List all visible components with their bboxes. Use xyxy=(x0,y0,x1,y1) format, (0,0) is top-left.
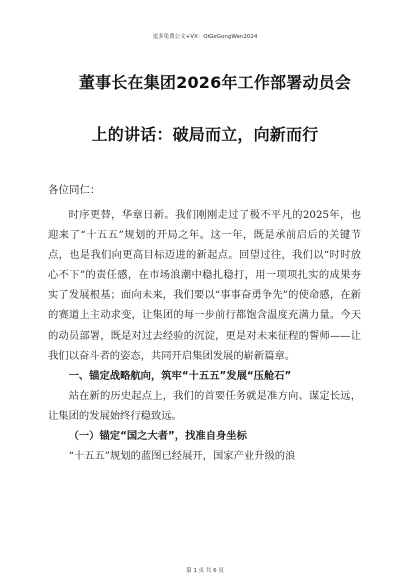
paragraph-section-1: 站在新的历史起点上，我们的首要任务就是准方向、谋定长远，让集团的发展始终行稳致远。 xyxy=(48,389,361,422)
paragraph-subsection-1: “十五五”规划的蓝图已经展开，国家产业升级的浪 xyxy=(68,450,296,463)
subsection-heading-1: （一）锚定“国之大者”，找准自身坐标 xyxy=(68,430,247,443)
page-header-note: 更多免费公文+VX：QiGeGongWen2024 xyxy=(152,34,258,40)
document-title-line-1: 董事长在集团2026年工作部署动员会 xyxy=(78,73,352,92)
paragraph-intro: 时序更替，华章日新。我们刚刚走过了极不平凡的2025年，也迎来了“十五五”规划的开局之年。这一年，既是承前启后的关键节点，也是我们向更高目标迈进的新起点。回望过往，我们以“时时放心不下”的责任感，在市场浪潮中稳扎稳打，用一项项扎实的成果夯实了发展根基；面向未来，我们要以“事事奋勇争先”的使命感，在新的赛道上主动求变，让集团的每一步前行都饱含温度充满力量。今天的动员部署，既是对过去经验的沉淀，更是对未来征程的誓师——让我们以奋斗者的姿态，共同开启集团发展的崭新篇章。 xyxy=(48,209,361,362)
salutation: 各位同仁： xyxy=(48,184,101,196)
page-number: 第 1 页 共 6 页 xyxy=(186,568,224,574)
document-body xyxy=(48,205,361,466)
document-title-line-2: 上的讲话：破局而立，向新而行 xyxy=(91,125,319,144)
section-heading-1: 一、锚定战略航向，筑牢“十五五”发展“压舱石” xyxy=(68,369,292,382)
